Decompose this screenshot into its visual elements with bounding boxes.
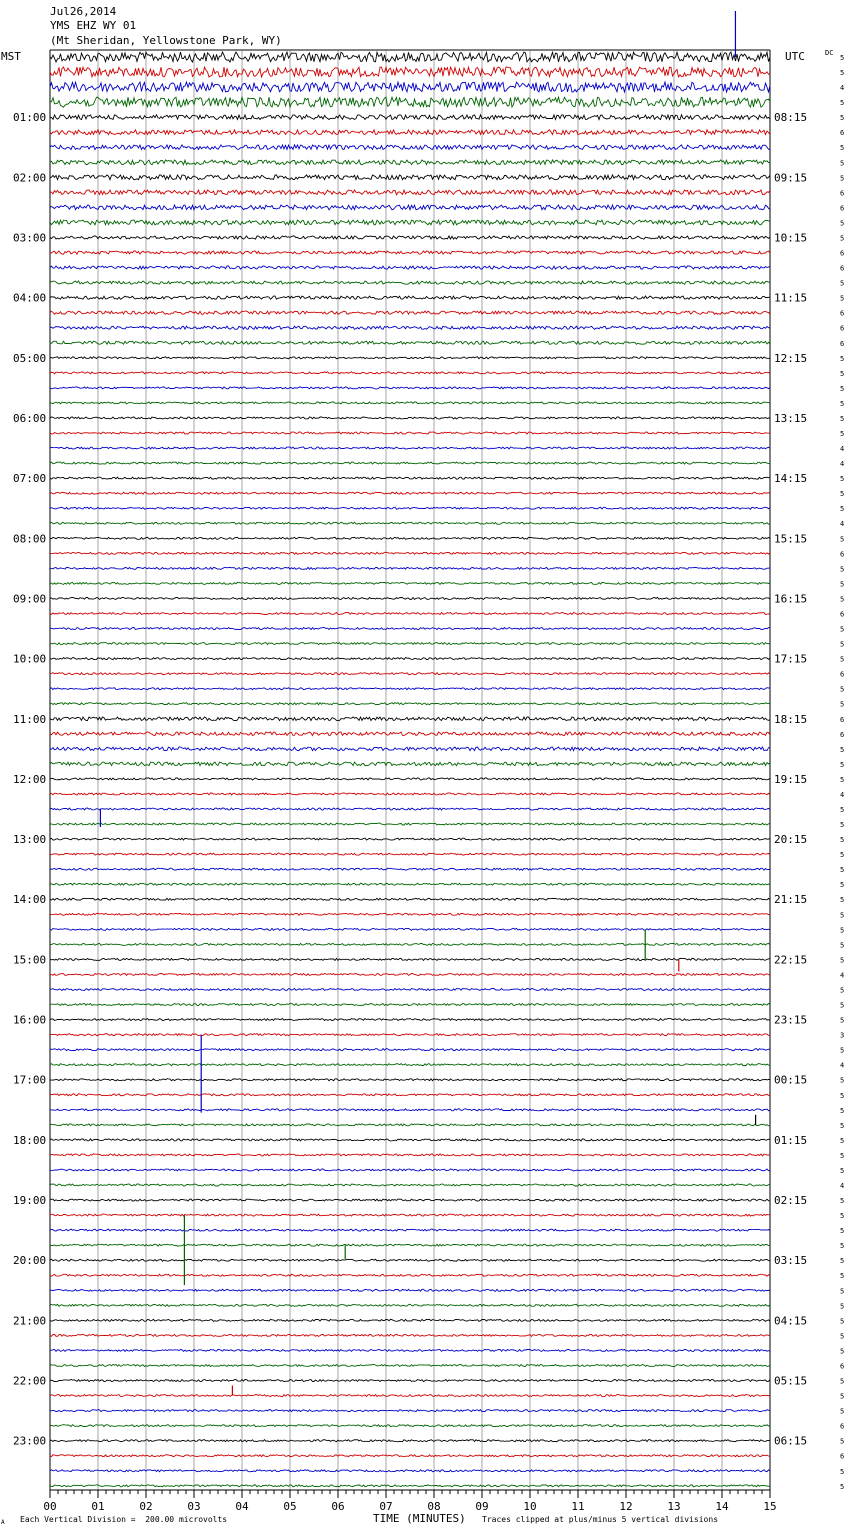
trace-line <box>50 432 770 434</box>
dc-offset-value: 5 <box>840 174 845 183</box>
right-hour-label: 11:15 <box>774 291 808 305</box>
dc-offset-value: 5 <box>840 1467 845 1476</box>
dc-offset-value: 5 <box>840 851 845 860</box>
dc-offset-value: 5 <box>840 700 845 709</box>
dc-offset-value: 4 <box>840 445 845 454</box>
dc-offset-value: 5 <box>840 1106 845 1115</box>
dc-offset-value: 5 <box>840 1482 845 1491</box>
trace-line <box>50 1410 770 1412</box>
right-hour-label: 04:15 <box>774 1314 808 1328</box>
dc-offset-value: 5 <box>840 1377 845 1386</box>
left-hour-label: 06:00 <box>13 411 47 425</box>
left-hour-label: 16:00 <box>13 1013 47 1027</box>
trace-line <box>50 958 770 960</box>
x-tick-label: 05 <box>283 1500 297 1513</box>
left-hour-label: 22:00 <box>13 1374 47 1388</box>
trace-line <box>50 477 770 479</box>
left-hour-label: 10:00 <box>13 652 47 666</box>
dc-offset-value: 5 <box>840 1437 845 1446</box>
x-tick-label: 04 <box>235 1500 249 1513</box>
trace-line <box>50 703 770 705</box>
right-hour-label: 18:15 <box>774 712 808 726</box>
left-hour-label: 19:00 <box>13 1194 47 1208</box>
x-tick-label: 10 <box>523 1500 537 1513</box>
dc-offset-value: 5 <box>840 1046 845 1055</box>
trace-line <box>50 898 770 900</box>
right-hour-label: 15:15 <box>774 532 808 546</box>
left-hour-label: 12:00 <box>13 772 47 786</box>
dc-offset-value: 4 <box>840 520 845 529</box>
trace-line <box>50 913 770 915</box>
dc-offset-value: 5 <box>840 414 845 423</box>
dc-offset-value: 5 <box>840 1317 845 1326</box>
dc-offset-value: 5 <box>840 294 845 303</box>
left-hour-label: 18:00 <box>13 1133 47 1147</box>
trace-line <box>50 762 770 766</box>
station-location: (Mt Sheridan, Yellowstone Park, WY) <box>50 34 282 47</box>
x-tick-label: 13 <box>667 1500 681 1513</box>
dc-offset-value: 5 <box>840 490 845 499</box>
left-hour-label: 04:00 <box>13 291 47 305</box>
right-hour-label: 20:15 <box>774 833 808 847</box>
dc-offset-value: 5 <box>840 986 845 995</box>
left-hour-label: 14:00 <box>13 893 47 907</box>
trace-line <box>50 357 770 359</box>
station-date: Jul26,2014 <box>50 5 117 18</box>
dc-offset-value: 5 <box>840 640 845 649</box>
right-hour-label: 05:15 <box>774 1374 808 1388</box>
trace-line <box>50 160 770 165</box>
trace-line <box>50 1034 770 1036</box>
dc-offset-value: 5 <box>840 1392 845 1401</box>
dc-offset-value: 5 <box>840 1166 845 1175</box>
trace-line <box>50 1064 770 1066</box>
right-hour-label: 06:15 <box>774 1434 808 1448</box>
trace-line <box>50 1289 770 1291</box>
trace-line <box>50 402 770 404</box>
dc-offset-value: 5 <box>840 1407 845 1416</box>
trace-line <box>50 341 770 344</box>
left-hour-label: 11:00 <box>13 712 47 726</box>
dc-offset-value: 5 <box>840 926 845 935</box>
dc-offset-value: 5 <box>840 655 845 664</box>
trace-line <box>50 52 770 62</box>
x-tick-label: 09 <box>475 1500 489 1513</box>
dc-offset-value: 4 <box>840 971 845 980</box>
trace-line <box>50 1455 770 1457</box>
dc-offset-value: 5 <box>840 1121 845 1130</box>
trace-line <box>50 1319 770 1321</box>
trace-line <box>50 266 770 269</box>
trace-line <box>50 1440 770 1442</box>
left-timezone-label: MST <box>1 50 21 63</box>
dc-offset-value: 5 <box>840 475 845 484</box>
dc-offset-value: 6 <box>840 204 845 213</box>
dc-offset-value: 5 <box>840 685 845 694</box>
trace-line <box>50 326 770 329</box>
trace-line <box>50 190 770 195</box>
dc-offset-value: 5 <box>840 821 845 830</box>
dc-offset-value: 5 <box>840 911 845 920</box>
trace-line <box>50 175 770 180</box>
trace-line <box>50 220 770 225</box>
dc-offset-value: 5 <box>840 1302 845 1311</box>
trace-line <box>50 447 770 449</box>
dc-offset-value: 5 <box>840 565 845 574</box>
station-code: YMS EHZ WY 01 <box>50 19 137 32</box>
trace-line <box>50 1244 770 1246</box>
trace-line <box>50 130 770 135</box>
dc-offset-value: 6 <box>840 339 845 348</box>
trace-line <box>50 522 770 524</box>
left-hour-label: 21:00 <box>13 1314 47 1328</box>
dc-offset-value: 5 <box>840 866 845 875</box>
trace-line <box>50 115 770 120</box>
trace-line <box>50 582 770 584</box>
trace-line <box>50 1139 770 1141</box>
trace-line <box>50 747 770 751</box>
trace-line <box>50 868 770 870</box>
dc-offset-value: 5 <box>840 159 845 168</box>
trace-line <box>50 613 770 615</box>
right-hour-label: 21:15 <box>774 893 808 907</box>
dc-offset-value: 5 <box>840 625 845 634</box>
corner-mark: A <box>1 1519 5 1526</box>
x-tick-label: 06 <box>331 1500 345 1513</box>
trace-line <box>50 838 770 840</box>
right-hour-label: 16:15 <box>774 592 808 606</box>
dc-offset-value: 5 <box>840 775 845 784</box>
trace-line <box>50 1425 770 1427</box>
dc-offset-value: 5 <box>840 1151 845 1160</box>
trace-line <box>50 732 770 736</box>
trace-line <box>50 1274 770 1276</box>
right-hour-label: 00:15 <box>774 1073 808 1087</box>
trace-line <box>50 643 770 645</box>
dc-offset-value: 5 <box>840 745 845 754</box>
x-tick-label: 01 <box>91 1500 105 1513</box>
left-hour-label: 09:00 <box>13 592 47 606</box>
right-hour-label: 19:15 <box>774 772 808 786</box>
dc-offset-value: 6 <box>840 730 845 739</box>
trace-line <box>50 296 770 299</box>
dc-offset-value: 6 <box>840 129 845 138</box>
dc-offset-value: 5 <box>840 54 845 62</box>
dc-offset-value: 6 <box>840 189 845 198</box>
x-tick-label: 15 <box>763 1500 777 1513</box>
dc-offset-value: 5 <box>840 941 845 950</box>
trace-line <box>50 808 770 810</box>
trace-line <box>50 311 770 314</box>
x-tick-label: 12 <box>619 1500 633 1513</box>
dc-offset-value: 4 <box>840 1182 845 1190</box>
dc-offset-value: 5 <box>840 1227 845 1236</box>
trace-line <box>50 1304 770 1306</box>
left-hour-label: 23:00 <box>13 1434 47 1448</box>
trace-line <box>50 281 770 284</box>
trace-line <box>50 928 770 930</box>
dc-offset-value: 6 <box>840 309 845 318</box>
trace-line <box>50 567 770 569</box>
trace-line <box>50 853 770 855</box>
trace-line <box>50 1485 770 1487</box>
x-tick-label: 11 <box>571 1500 585 1513</box>
x-tick-label: 07 <box>379 1500 393 1513</box>
dc-offset-value: 4 <box>840 84 845 93</box>
trace-line <box>50 236 770 239</box>
trace-line <box>50 1124 770 1126</box>
right-hour-label: 17:15 <box>774 652 808 666</box>
dc-offset-value: 5 <box>840 279 845 288</box>
trace-line <box>50 537 770 539</box>
clipping-note: Traces clipped at plus/minus 5 vertical divisions <box>482 1515 719 1524</box>
trace-line <box>50 1259 770 1261</box>
dc-offset-value: 6 <box>840 249 845 258</box>
trace-line <box>50 1079 770 1081</box>
dc-offset-header: DC <box>825 49 834 57</box>
x-tick-label: 03 <box>187 1500 201 1513</box>
x-tick-label: 02 <box>139 1500 153 1513</box>
left-hour-label: 15:00 <box>13 953 47 967</box>
trace-line <box>50 205 770 210</box>
trace-line <box>50 1184 770 1186</box>
dc-offset-value: 5 <box>840 760 845 769</box>
dc-offset-value: 5 <box>840 1242 845 1251</box>
trace-line <box>50 989 770 991</box>
trace-line <box>50 492 770 494</box>
dc-offset-value: 6 <box>840 324 845 333</box>
trace-line <box>50 1334 770 1336</box>
dc-offset-value: 5 <box>840 896 845 905</box>
dc-offset-value: 5 <box>840 956 845 965</box>
dc-offset-value: 5 <box>840 505 845 514</box>
trace-line <box>50 97 770 107</box>
right-timezone-label: UTC <box>785 50 805 63</box>
left-hour-label: 13:00 <box>13 833 47 847</box>
trace-line <box>50 688 770 690</box>
dc-offset-value: 5 <box>840 430 845 438</box>
trace-line <box>50 973 770 975</box>
dc-offset-value: 4 <box>840 1061 845 1070</box>
right-hour-label: 10:15 <box>774 231 808 245</box>
dc-offset-value: 5 <box>840 234 845 243</box>
dc-offset-value: 5 <box>840 354 845 363</box>
dc-offset-value: 5 <box>840 99 845 108</box>
dc-offset-value: 5 <box>840 1076 845 1085</box>
trace-line <box>50 251 770 254</box>
dc-offset-value: 5 <box>840 1287 845 1296</box>
dc-offset-value: 5 <box>840 881 845 890</box>
dc-offset-value: 5 <box>840 1016 845 1025</box>
dc-offset-value: 5 <box>840 219 845 228</box>
trace-line <box>50 1109 770 1111</box>
dc-offset-value: 5 <box>840 399 845 408</box>
x-axis-title: TIME (MINUTES) <box>373 1512 466 1525</box>
right-hour-label: 22:15 <box>774 953 808 967</box>
dc-offset-value: 5 <box>840 1347 845 1356</box>
trace-line <box>50 717 770 721</box>
left-hour-label: 01:00 <box>13 111 47 125</box>
dc-offset-value: 5 <box>840 1091 845 1100</box>
right-hour-label: 03:15 <box>774 1254 808 1268</box>
right-hour-label: 23:15 <box>774 1013 808 1027</box>
dc-offset-value: 5 <box>840 1001 845 1010</box>
dc-offset-value: 5 <box>840 535 845 544</box>
dc-offset-value: 6 <box>840 1422 845 1431</box>
trace-line <box>50 1199 770 1201</box>
dc-offset-value: 4 <box>840 790 845 799</box>
dc-offset-value: 6 <box>840 610 845 619</box>
x-tick-label: 00 <box>43 1500 57 1513</box>
trace-line <box>50 1049 770 1051</box>
dc-offset-value: 5 <box>840 369 845 378</box>
dc-offset-value: 5 <box>840 595 845 604</box>
dc-offset-value: 6 <box>840 670 845 679</box>
left-hour-label: 17:00 <box>13 1073 47 1087</box>
trace-line <box>50 793 770 795</box>
trace-line <box>50 82 770 92</box>
x-tick-label: 08 <box>427 1500 441 1513</box>
dc-offset-value: 6 <box>840 1452 845 1461</box>
trace-line <box>50 1154 770 1156</box>
dc-offset-value: 5 <box>840 1332 845 1341</box>
trace-line <box>50 1229 770 1231</box>
dc-offset-value: 6 <box>840 264 845 273</box>
left-hour-label: 03:00 <box>13 231 47 245</box>
dc-offset-value: 5 <box>840 1257 845 1266</box>
dc-offset-value: 5 <box>840 806 845 814</box>
trace-line <box>50 1019 770 1021</box>
trace-line <box>50 417 770 419</box>
right-hour-label: 02:15 <box>774 1194 808 1208</box>
dc-offset-value: 6 <box>840 550 845 559</box>
trace-line <box>50 883 770 885</box>
trace-line <box>50 823 770 825</box>
dc-offset-value: 5 <box>840 836 845 845</box>
trace-line <box>50 1365 770 1367</box>
trace-line <box>50 1214 770 1216</box>
trace-line <box>50 1395 770 1397</box>
trace-line <box>50 673 770 675</box>
vertical-scale-note: Each Vertical Division = 200.00 microvolts <box>20 1515 228 1524</box>
trace-line <box>50 658 770 660</box>
left-hour-label: 20:00 <box>13 1254 47 1268</box>
trace-line <box>50 372 770 374</box>
dc-offset-value: 5 <box>840 1197 845 1206</box>
trace-line <box>50 1169 770 1171</box>
right-hour-label: 01:15 <box>774 1133 808 1147</box>
trace-line <box>50 597 770 599</box>
trace-line <box>50 67 770 77</box>
dc-offset-value: 5 <box>840 1212 845 1221</box>
trace-line <box>50 778 770 780</box>
trace-line <box>50 387 770 389</box>
trace-line <box>50 1380 770 1382</box>
trace-line <box>50 145 770 150</box>
right-hour-label: 09:15 <box>774 171 808 185</box>
dc-offset-value: 5 <box>840 384 845 393</box>
dc-offset-value: 5 <box>840 1272 845 1281</box>
dc-offset-value: 5 <box>840 69 845 78</box>
right-hour-label: 13:15 <box>774 411 808 425</box>
trace-line <box>50 462 770 464</box>
dc-offset-value: 5 <box>840 580 845 589</box>
left-hour-label: 08:00 <box>13 532 47 546</box>
right-hour-label: 14:15 <box>774 472 808 486</box>
dc-offset-value: 5 <box>840 1136 845 1145</box>
x-tick-label: 14 <box>715 1500 729 1513</box>
left-hour-label: 02:00 <box>13 171 47 185</box>
dc-offset-value: 6 <box>840 715 845 724</box>
left-hour-label: 05:00 <box>13 351 47 365</box>
trace-line <box>50 552 770 554</box>
trace-line <box>50 507 770 509</box>
dc-offset-value: 5 <box>840 114 845 123</box>
dc-offset-value: 6 <box>840 1362 845 1371</box>
dc-offset-value: 5 <box>840 144 845 153</box>
right-hour-label: 08:15 <box>774 111 808 125</box>
trace-line <box>50 1004 770 1006</box>
trace-line <box>50 628 770 630</box>
dc-offset-value: 3 <box>840 1031 845 1040</box>
trace-line <box>50 1094 770 1096</box>
trace-line <box>50 943 770 945</box>
left-hour-label: 07:00 <box>13 472 47 486</box>
trace-line <box>50 1349 770 1351</box>
dc-offset-value: 4 <box>840 460 845 469</box>
right-hour-label: 12:15 <box>774 351 808 365</box>
trace-line <box>50 1470 770 1472</box>
